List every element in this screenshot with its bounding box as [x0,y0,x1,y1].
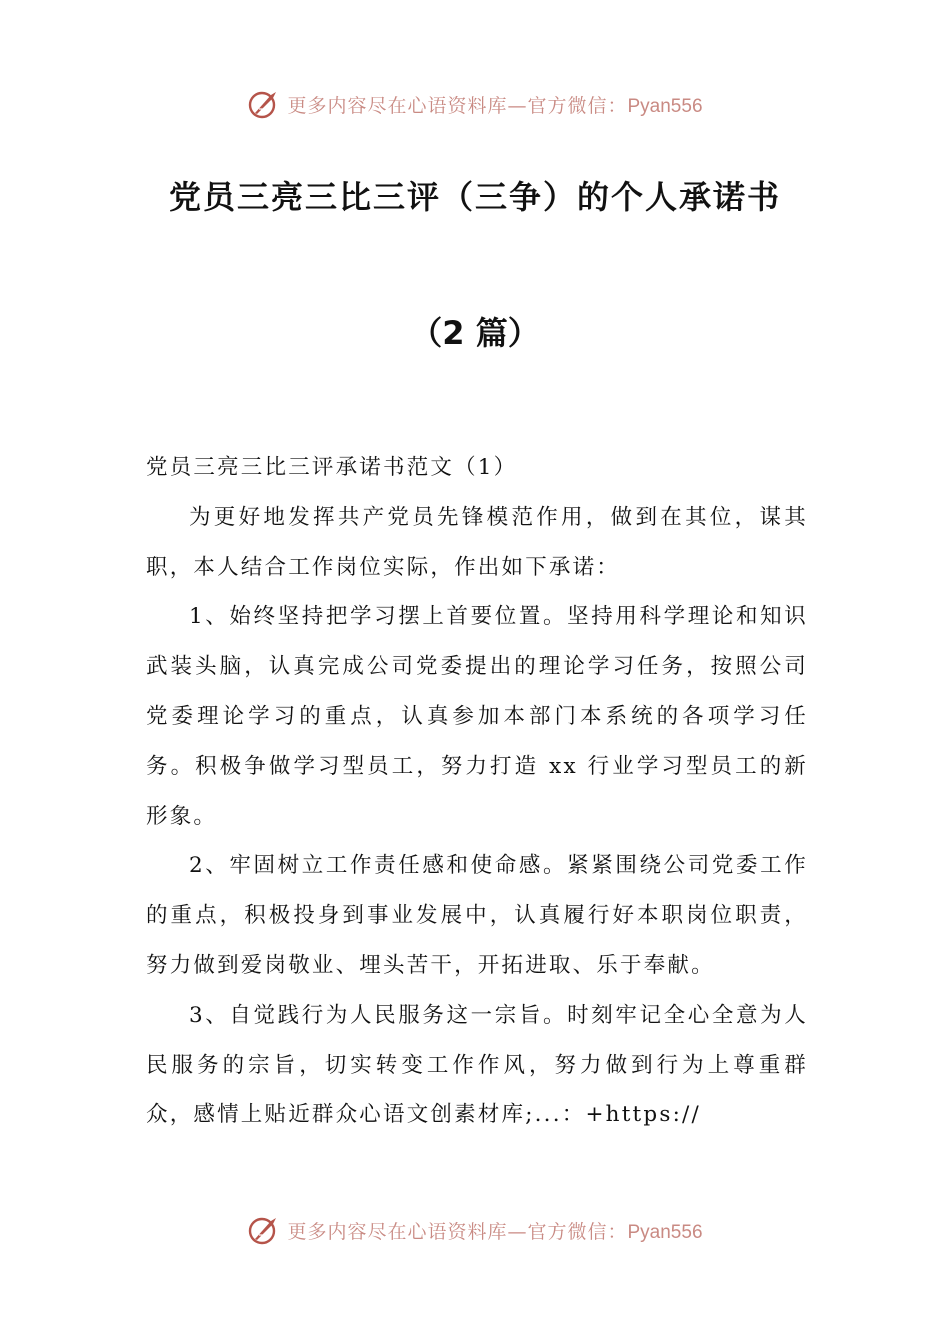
body-paragraph-2: 2、牢固树立工作责任感和使命感。紧紧围绕公司党委工作的重点，积极投身到事业发展中，认真履行好本职岗位职责，努力做到爱岗敬业、埋头苦干，开拓进取、乐于奉献。 [146,853,808,978]
body-paragraph-1: 1、始终坚持把学习摆上首要位置。坚持用科学理论和知识武装头脑，认真完成公司党委提出的理论学习任务，按照公司党委理论学习的重点，认真参加本部门本系统的各项学习任务。积极争做学习型员工，努力打造 xx 行业学习型员工的新形象。 [146,604,808,829]
watermark-text: 更多内容尽在心语资料库—官方微信：Pyan556 [287,94,703,117]
document-title: 党员三亮三比三评（三争）的个人承诺书 [168,178,781,216]
watermark-text: 更多内容尽在心语资料库—官方微信：Pyan556 [287,1220,703,1243]
watermark-wechat-id: Pyan556 [627,1221,703,1243]
body-paragraph-intro: 为更好地发挥共产党员先锋模范作用，做到在其位，谋其职，本人结合工作岗位实际，作出如下承诺： [146,504,808,580]
document-body [146,443,808,1140]
document-subtitle: （2 篇） [410,314,540,352]
header-watermark [0,84,950,124]
body-paragraph-3: 3、自觉践行为人民服务这一宗旨。时刻牢记全心全意为人民服务的宗旨，切实转变工作作风，努力做到行为上尊重群众，感情上贴近群众心语文创素材库;...：+https:// [146,1002,808,1128]
watermark-wechat-id: Pyan556 [627,95,703,117]
quill-logo-icon [247,1213,281,1247]
section-heading: 党员三亮三比三评承诺书范文（1） [146,455,518,480]
quill-logo-icon [247,87,281,121]
footer-watermark [0,1210,950,1250]
